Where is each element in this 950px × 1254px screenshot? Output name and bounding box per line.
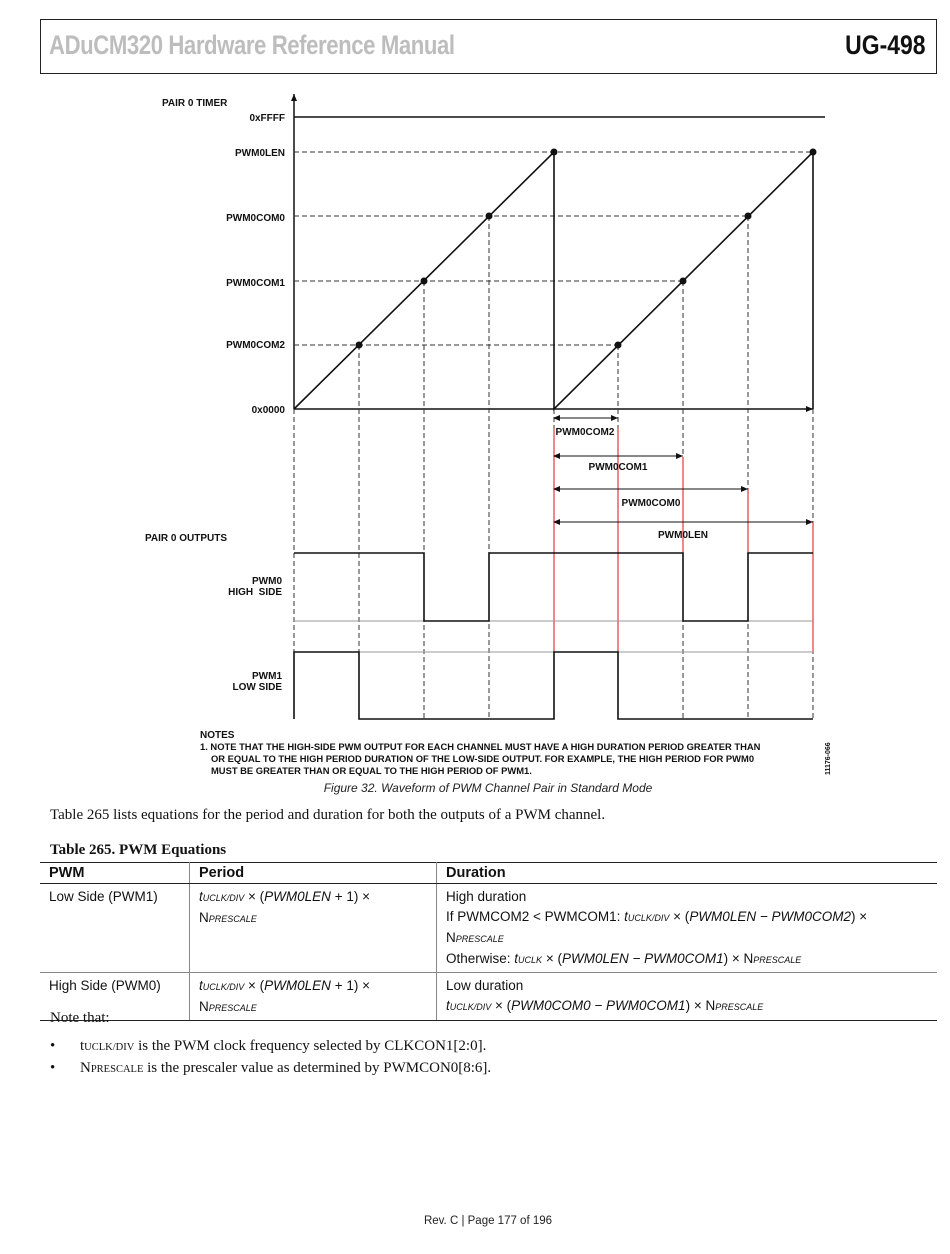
pair-timer-label: PAIR 0 TIMER [162,98,228,109]
pwm1-label-line1: PWM1 [252,671,282,682]
document-code: UG-498 [845,30,926,60]
notes-line-3: MUST BE GREATER THAN OR EQUAL TO THE HIGH PERIOD OF PWM1. [211,765,532,776]
notes-title: NOTES [200,730,235,741]
table-row [40,973,937,1021]
cell-period: tUCLK/DIV × (PWM0LEN + 1) × NPRESCALE [190,973,437,1021]
page-footer: Rev. C | Page 177 of 196 [423,1215,553,1227]
manual-title: ADuCM320 Hardware Reference Manual [49,30,455,60]
level-label-pwm0len: PWM0LEN [235,148,285,159]
level-label-pwm0com1: PWM0COM1 [226,278,285,289]
level-label-pwm0com0: PWM0COM0 [226,213,285,224]
bullet-icon: • [50,1060,56,1076]
level-label-ffff: 0xFFFF [249,113,285,124]
cell-pwm: High Side (PWM0) [40,973,190,1021]
cell-duration: High duration If PWMCOM2 < PWMCOM1: tUCLK/DIV × (PWM0LEN − PWM0COM2) × NPRESCALE Otherwise: tUCLK × (PWM0LEN − PWM0COM1) × NPRESCALE [437,884,938,973]
duration-label-pwm0com1: PWM0COM1 [588,462,648,473]
bullet-icon: • [50,1038,56,1054]
sawtooth-ramp [294,152,813,409]
figure-id: 11176-066 [825,742,832,775]
pwm1-waveform [294,652,813,719]
figure-caption: Figure 32. Waveform of PWM Channel Pair in Standard Mode [323,781,653,795]
column-header-pwm: PWM [40,863,190,884]
level-label-0000: 0x0000 [251,405,285,416]
table-row [40,884,937,973]
cell-duration: Low duration tUCLK/DIV × (PWM0COM0 − PWM0COM1) × NPRESCALE [437,973,938,1021]
intro-paragraph: Table 265 lists equations for the period and duration for both the outputs of a PWM channel. [50,807,606,823]
duration-label-pwm0com0: PWM0COM0 [621,498,681,509]
pair-outputs-label: PAIR 0 OUTPUTS [145,533,228,544]
note-intro: Note that: [50,1010,110,1026]
pwm0-label-line1: PWM0 [252,576,282,587]
pwm0-label-line2: HIGH SIDE [228,587,282,598]
cell-pwm: Low Side (PWM1) [40,884,190,973]
column-header-period: Period [190,863,437,884]
pwm1-label-line2: LOW SIDE [232,682,282,693]
notes-line-2: OR EQUAL TO THE HIGH PERIOD DURATION OF THE LOW-SIDE OUTPUT. FOR EXAMPLE, THE HIGH PERIOD FOR PWM0 [211,753,755,764]
pwm-equations-table [40,862,937,1021]
notes-line-1: 1. NOTE THAT THE HIGH-SIDE PWM OUTPUT FOR EACH CHANNEL MUST HAVE A HIGH DURATION PERIOD GREATER THAN [200,741,761,752]
column-header-duration: Duration [437,863,938,884]
table-header-row [40,863,937,884]
duration-label-pwm0len: PWM0LEN [658,530,708,541]
duration-label-pwm0com2: PWM0COM2 [555,427,615,438]
cell-period: tUCLK/DIV × (PWM0LEN + 1) × NPRESCALE [190,884,437,973]
compare-points [356,149,817,349]
table-title: Table 265. PWM Equations [50,842,227,858]
level-label-pwm0com2: PWM0COM2 [226,340,285,351]
